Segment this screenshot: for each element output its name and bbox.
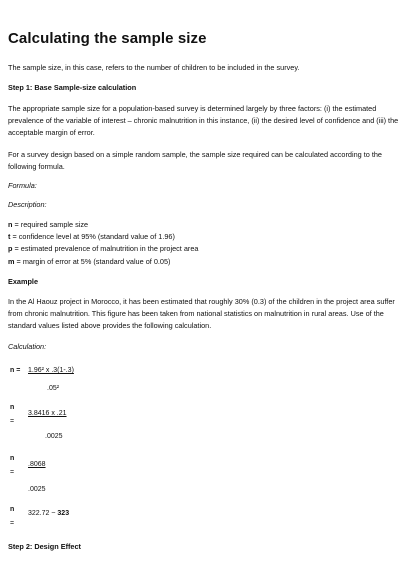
calc-row2-equals: = [10, 418, 15, 425]
example-heading: Example [8, 277, 39, 286]
calc-result: 323 [57, 510, 70, 517]
calc-row1-denominator: .05² [47, 385, 60, 392]
definition-item: t = confidence level at 95% (standard value of 1.96) [8, 232, 175, 242]
survey-design-paragraph: For a survey design based on a simple random sample, the sample size required can be calculated according to the following formula. [8, 150, 382, 172]
calc-row4-value: 322.72 ~ 323 [28, 510, 70, 517]
step1-heading: Step 1: Base Sample-size calculation [8, 83, 137, 92]
calc-row1-label: n = [10, 367, 21, 374]
description-label: Description: [8, 200, 47, 209]
definition-list [8, 219, 198, 268]
calc-row3-numerator: .8068 [28, 461, 46, 468]
calc-row2-n: n [10, 404, 15, 411]
calc-row4-n: n [10, 506, 15, 513]
intro-paragraph: The sample size, in this case, refers to the number of children to be included in the survey. [8, 63, 300, 72]
page-title: Calculating the sample size [8, 30, 207, 47]
definition-item: p = estimated prevalence of malnutrition in the project area [8, 244, 199, 254]
calc-row3-n: n [10, 455, 15, 462]
calc-row1-numerator: 1.96² x .3(1-.3) [28, 367, 74, 374]
calc-row2-numerator: 3.8416 x .21 [28, 410, 67, 417]
formula-label: Formula: [8, 181, 37, 190]
step2-heading: Step 2: Design Effect [8, 542, 81, 551]
calc-row3-equals: = [10, 469, 15, 476]
step1-paragraph: The appropriate sample size for a population-based survey is determined largely by three factors: (i) the estimated prevalence of the variable of interest – chronic malnutrition in this instance, (ii) the desired level of confidence and (iii) the acceptable margin of error. [8, 104, 399, 138]
calc-row3-denominator: .0025 [28, 486, 46, 493]
calculation-label: Calculation: [8, 342, 47, 351]
calc-row4-equals: = [10, 520, 15, 527]
example-paragraph: In the Al Haouz project in Morocco, it has been estimated that roughly 30% (0.3) of the children in the project area suffer from chronic malnutrition. This figure has been taken from national statistics on malnutrition in rural areas. Use of the standard values listed above provides the following calculation. [8, 297, 395, 331]
definition-item: m = margin of error at 5% (standard value of 0.05) [8, 256, 171, 266]
calc-row2-denominator: .0025 [45, 433, 63, 440]
definition-item: n = required sample size [8, 220, 89, 229]
